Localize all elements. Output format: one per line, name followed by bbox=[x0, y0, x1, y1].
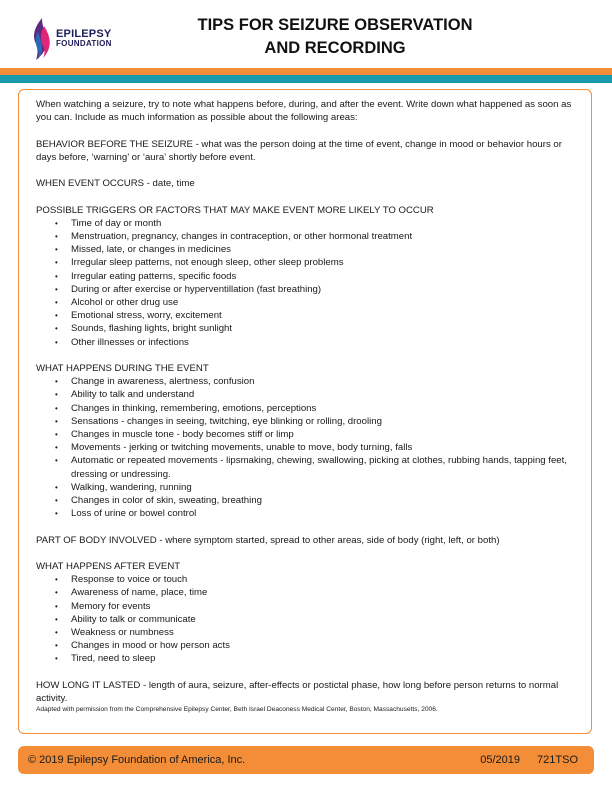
epilepsy-foundation-logo bbox=[30, 16, 130, 64]
behavior-before-paragraph: BEHAVIOR BEFORE THE SEIZURE - what was the person doing at the time of event, change in mood or behavior hours or days before, ‘warning’ or ‘aura’ shortly before event. bbox=[36, 138, 562, 163]
footer-bar bbox=[18, 746, 594, 774]
list-item: • Emotional stress, worry, excitement bbox=[36, 309, 576, 322]
footer-meta bbox=[466, 754, 578, 766]
list-item: • Changes in thinking, remembering, emotions, perceptions bbox=[36, 402, 576, 415]
list-item: • Irregular eating patterns, specific foods bbox=[36, 270, 576, 283]
after-list bbox=[36, 573, 576, 665]
when-event-paragraph: WHEN EVENT OCCURS - date, time bbox=[36, 178, 195, 190]
list-item: • Weakness or numbness bbox=[36, 626, 576, 639]
list-item: • During or after exercise or hyperventillation (fast breathing) bbox=[36, 283, 576, 296]
list-item: • Loss of urine or bowel control bbox=[36, 507, 576, 520]
header-teal-bar bbox=[0, 75, 612, 83]
list-item: • Menstruation, pregnancy, changes in contraception, or other hormonal treatment bbox=[36, 230, 576, 243]
list-item: • Other illnesses or infections bbox=[36, 336, 576, 349]
logo-wordmark: EPILEPSY FOUNDATION bbox=[56, 28, 112, 48]
list-item: • Time of day or month bbox=[36, 217, 576, 230]
list-item: • Change in awareness, alertness, confusion bbox=[36, 375, 576, 388]
how-long-paragraph: HOW LONG IT LASTED - length of aura, seizure, after-effects or postictal phase, how long before person returns to normal activity. bbox=[36, 679, 559, 705]
list-item: • Changes in muscle tone - body becomes stiff or limp bbox=[36, 428, 576, 441]
title-line-1: TIPS FOR SEIZURE OBSERVATION bbox=[197, 16, 473, 34]
title-line-2: AND RECORDING bbox=[264, 39, 406, 57]
part-of-body-paragraph: PART OF BODY INVOLVED - where symptom started, spread to other areas, side of body (right, left, or both) bbox=[36, 534, 500, 546]
footer-copyright: © 2019 Epilepsy Foundation of America, Inc. bbox=[28, 754, 246, 766]
footer-date: 05/2019 bbox=[480, 754, 520, 766]
after-heading: WHAT HAPPENS AFTER EVENT bbox=[36, 561, 181, 573]
list-item: • Ability to talk or communicate bbox=[36, 613, 576, 626]
list-item: • Changes in mood or how person acts bbox=[36, 639, 576, 652]
list-item: • Memory for events bbox=[36, 600, 576, 613]
source-note: Adapted with permission from the Comprehensive Epilepsy Center, Beth Israel Deaconess Medical Center, Boston, Massachusetts, 2006. bbox=[36, 706, 438, 714]
list-item: • Tired, need to sleep bbox=[36, 652, 576, 665]
list-item: • Irregular sleep patterns, not enough sleep, other sleep problems bbox=[36, 256, 576, 269]
list-item: • Sensations - changes in seeing, twitching, eye blinking or rolling, drooling bbox=[36, 415, 576, 428]
intro-paragraph: When watching a seizure, try to note what happens before, during, and after the event. Write down what happened as soon as you can. Include as much information as possible about the following areas: bbox=[36, 99, 572, 124]
list-item: • Awareness of name, place, time bbox=[36, 586, 576, 599]
page-title bbox=[145, 14, 525, 60]
flame-logo-icon bbox=[30, 16, 54, 62]
triggers-heading: POSSIBLE TRIGGERS OR FACTORS THAT MAY MAKE EVENT MORE LIKELY TO OCCUR bbox=[36, 204, 434, 216]
content-body bbox=[36, 98, 576, 715]
list-item: • Automatic or repeated movements - lipsmaking, chewing, swallowing, picking at clothes, rubbing hands, tapping feet, dressing or undressing. bbox=[36, 454, 576, 480]
list-item: • Sounds, flashing lights, bright sunlight bbox=[36, 322, 576, 335]
triggers-list bbox=[36, 217, 576, 349]
list-item: • Changes in color of skin, sweating, breathing bbox=[36, 494, 576, 507]
list-item: • Movements - jerking or twitching movements, unable to move, body turning, falls bbox=[36, 441, 576, 454]
during-heading: WHAT HAPPENS DURING THE EVENT bbox=[36, 363, 209, 374]
list-item: • Response to voice or touch bbox=[36, 573, 576, 586]
list-item: • Walking, wandering, running bbox=[36, 481, 576, 494]
list-item: • Ability to talk and understand bbox=[36, 388, 576, 401]
list-item: • Missed, late, or changes in medicines bbox=[36, 243, 576, 256]
footer-code: 721TSO bbox=[537, 754, 578, 766]
list-item: • Alcohol or other drug use bbox=[36, 296, 576, 309]
header-orange-bar bbox=[0, 68, 612, 75]
during-list bbox=[36, 375, 576, 520]
